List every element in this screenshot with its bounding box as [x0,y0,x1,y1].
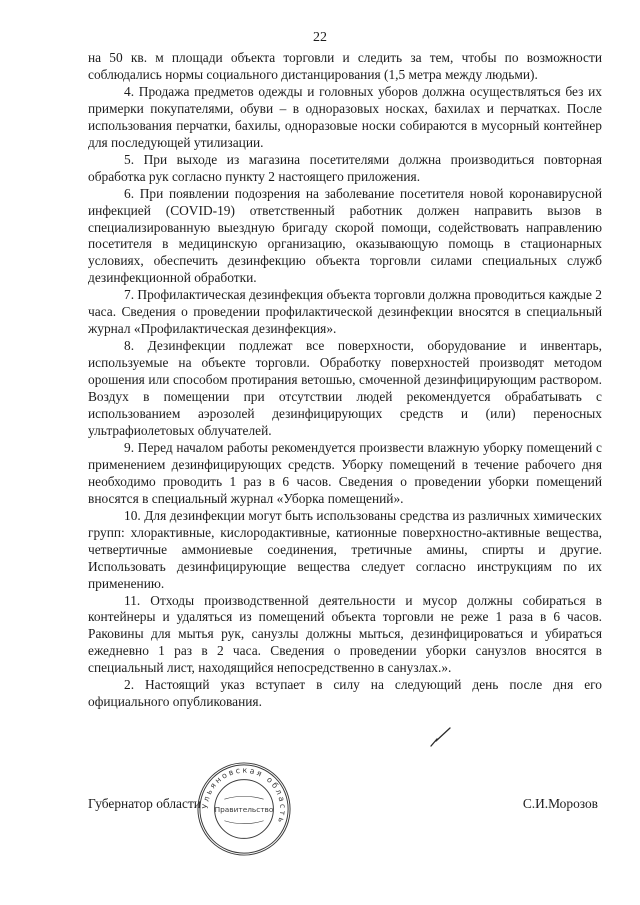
document-body [88,50,602,711]
handwritten-mark-icon [428,726,454,748]
paragraph-item-6: 6. При появлении подозрения на заболевание посетителя новой коронавирусной инфекцией (COVID-19) ответственный работник должен направить вызов в специализированную выездную бригаду скорой помощи, содействовать направлению посетителя в медицинскую организацию, оказывающую помощь в стационарных условиях, обеспечить дезинфекцию объекта торговли силами специальных служб дезинфекционной обработки. [88,185,602,286]
paragraph-item-5: 5. При выходе из магазина посетителями должна производиться повторная обработка рук согласно пункту 2 настоящего приложения. [88,151,602,184]
seal-ring-text: Ульяновская область [200,765,288,826]
paragraph-item-4: 4. Продажа предметов одежды и головных уборов должна осуществляться без их примерки покупателями, обуви – в одноразовых носках, бахилах и перчатках. После использования перчатки, бахилы, одноразовые носки собираются в мусорный контейнер для последующей утилизации. [88,83,602,150]
official-seal [195,760,293,858]
paragraph-continuation: на 50 кв. м площади объекта торговли и следить за тем, чтобы по возможности соблюдались нормы социального дистанцирования (1,5 метра между людьми). [88,50,602,82]
page-number: 22 [313,30,327,45]
signature-name: С.И.Морозов [522,796,598,811]
paragraph-decree-effective: 2. Настоящий указ вступает в силу на следующий день после дня его официального опубликования. [88,677,602,710]
seal-center-text: Правительство [214,804,274,814]
signature-block [88,796,602,826]
paragraph-item-8: 8. Дезинфекции подлежат все поверхности, оборудование и инвентарь, используемые на объекте торговли. Обработку поверхностей производят методом орошения или способом протирания ветошью, смоченной дезинфицирующим раствором. Воздух в помещении при отсутствии людей рекомендуется обрабатывать с использованием аэрозолей дезинфицирующих средств и (или) переносных ультрафиолетовых облучателей. [88,338,602,438]
paragraph-item-9: 9. Перед началом работы рекомендуется произвести влажную уборку помещений с применением дезинфицирующих средств. Уборку помещений в течение рабочего дня необходимо проводить 1 раз в 6 часов. Сведения о проведении уборки помещений вносятся в специальный журнал «Уборка помещений». [88,439,602,506]
paragraph-item-10: 10. Для дезинфекции могут быть использованы средства из различных химических групп: хлорактивные, кислородактивные, катионные поверхностно-активные вещества, четвертичные аммониевые соединения, третичные амины, спирты и другие. Использовать дезинфицирующие вещества следует согласно инструкциям по их применению. [88,507,602,591]
paragraph-item-7: 7. Профилактическая дезинфекция объекта торговли должна проводиться каждые 2 часа. Сведения о проведении профилактической дезинфекции вносятся в специальный журнал «Профилактическая дезинфекция». [88,287,602,337]
paragraph-item-11: 11. Отходы производственной деятельности и мусор должны собираться в контейнеры и удаляться из помещений объекта торговли не реже 1 раза в 6 часов. Раковины для мытья рук, санузлы должны мыться, дезинфицироваться и убираться ежедневно 1 раз в 2 часа. Сведения о проведении уборки санузлов вносятся в специальный лист, находящийся непосредственно в санузлах.». [88,592,602,676]
signature-title: Губернатор области [88,796,201,811]
